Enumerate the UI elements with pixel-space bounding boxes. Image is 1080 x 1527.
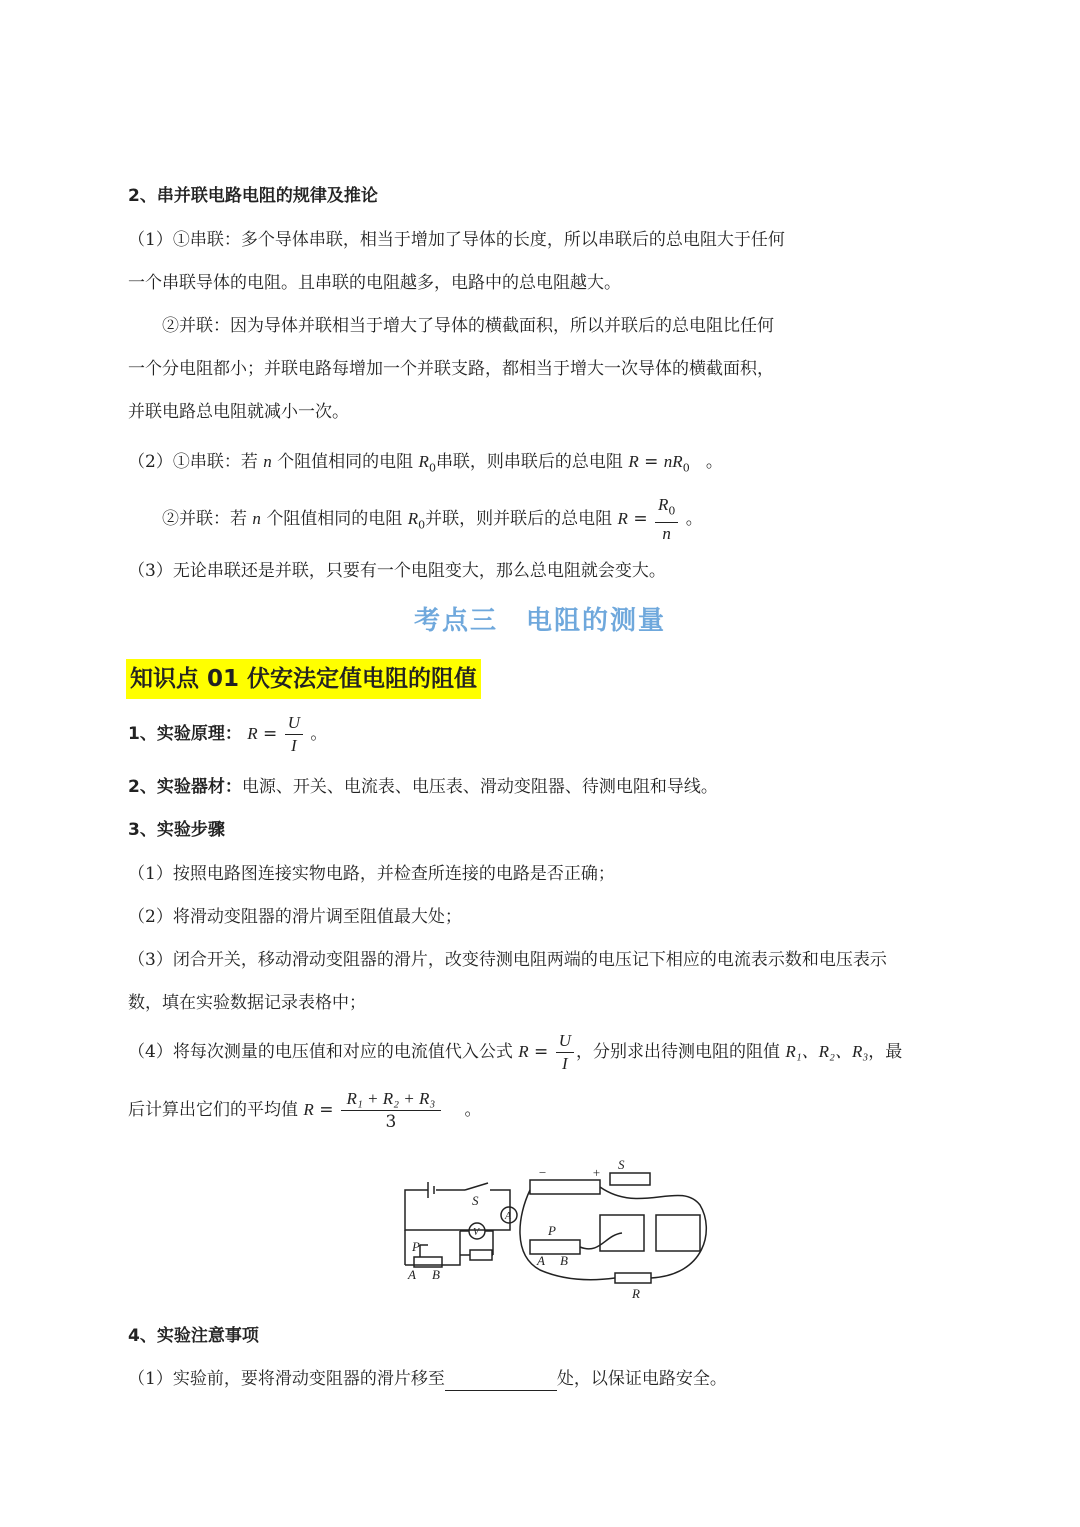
steps-title: 3、实验步骤 [128, 820, 225, 840]
wire-loop-3 [580, 1233, 622, 1249]
label-minus: − [538, 1165, 547, 1180]
label-S-schematic: S [472, 1193, 479, 1208]
parallel-formula-line: ②并联：若 n 个阻值相同的电阻 $R_0$并联，则并联后的总电阻 R = $\frac{R_0}{n}$ 。 [162, 495, 703, 544]
resistor-physical [615, 1273, 651, 1283]
label-R-physical: R [632, 1286, 640, 1301]
principle-line: 1、实验原理： R = $\frac{U}{I}$ 。 [128, 713, 328, 755]
paragraph-parallel-3: 并联电路总电阻就减小一次。 [128, 402, 349, 422]
battery-box [530, 1180, 600, 1194]
paragraph-parallel-2: 一个分电阻都小；并联电路每增加一个并联支路，都相当于增大一次导体的横截面积， [128, 359, 774, 379]
note-1: （1）实验前，要将滑动变阻器的滑片移至 处，以保证电路安全。 [128, 1369, 727, 1389]
label-A-meter: A [505, 1211, 512, 1222]
label-P-schematic: P [412, 1239, 420, 1254]
knowledge-point-title: 知识点 01 伏安法定值电阻的阻值 [126, 659, 481, 699]
section-heading: 考点三 电阻的测量 [413, 606, 666, 636]
paragraph-conclusion: （3）无论串联还是并联，只要有一个电阻变大，那么总电阻就会变大。 [128, 561, 666, 581]
label-A-physical: A [537, 1253, 545, 1268]
resistor-box [470, 1250, 492, 1260]
circuit-diagram [400, 1155, 720, 1305]
step-1: （1）按照电路图连接实物电路，并检查所连接的电路是否正确； [128, 864, 615, 884]
rheostat-slider [420, 1245, 428, 1257]
label-V-meter: V [473, 1227, 480, 1238]
series-formula-line: （2）①串联：若 n 个阻值相同的电阻 $R_0$串联，则串联后的总电阻 $R = nR_0$ 。 [128, 452, 723, 475]
rheostat-physical [530, 1240, 580, 1254]
label-P-physical: P [548, 1223, 556, 1238]
label-A-schematic: A [408, 1267, 416, 1282]
label-B-physical: B [560, 1253, 568, 1268]
step-3b: 数，填在实验数据记录表格中； [128, 993, 366, 1013]
equipment-line: 2、实验器材：电源、开关、电流表、电压表、滑动变阻器、待测电阻和导线。 [128, 777, 718, 797]
fill-in-blank[interactable] [445, 1372, 557, 1391]
wire-loop-2 [600, 1187, 706, 1278]
paragraph-parallel-1: ②并联：因为导体并联相当于增大了导体的横截面积，所以并联后的总电阻比任何 [162, 316, 774, 336]
voltmeter-physical [656, 1215, 700, 1251]
paragraph-series-2: 一个串联导体的电阻。且串联的电阻越多，电路中的总电阻越大。 [128, 273, 621, 293]
step-3a: （3）闭合开关，移动滑动变阻器的滑片，改变待测电阻两端的电压记下相应的电流表示数和电压表示 [128, 950, 887, 970]
section-title-series-parallel: 2、串并联电路电阻的规律及推论 [128, 186, 378, 206]
step-2: （2）将滑动变阻器的滑片调至阻值最大处； [128, 907, 462, 927]
switch-base [610, 1173, 650, 1185]
step-4b: 后计算出它们的平均值 R = $\frac{\text{R₁ + R₂ + R₃}}{3}$ 。 [128, 1089, 482, 1132]
switch-blade [465, 1183, 488, 1190]
step-4a: （4）将每次测量的电压值和对应的电流值代入公式 R = $\frac{U}{I}$ ，分别求出待测电阻的阻值 R₁、R₂、R₃，最 [128, 1031, 903, 1073]
notes-title: 4、实验注意事项 [128, 1326, 259, 1346]
label-plus: + [592, 1165, 601, 1180]
label-B-schematic: B [432, 1267, 440, 1282]
label-S-physical: S [618, 1157, 625, 1172]
schematic-wire [405, 1190, 510, 1230]
paragraph-series-1: （1）①串联：多个导体串联，相当于增加了导体的长度，所以串联后的总电阻大于任何 [128, 230, 785, 250]
